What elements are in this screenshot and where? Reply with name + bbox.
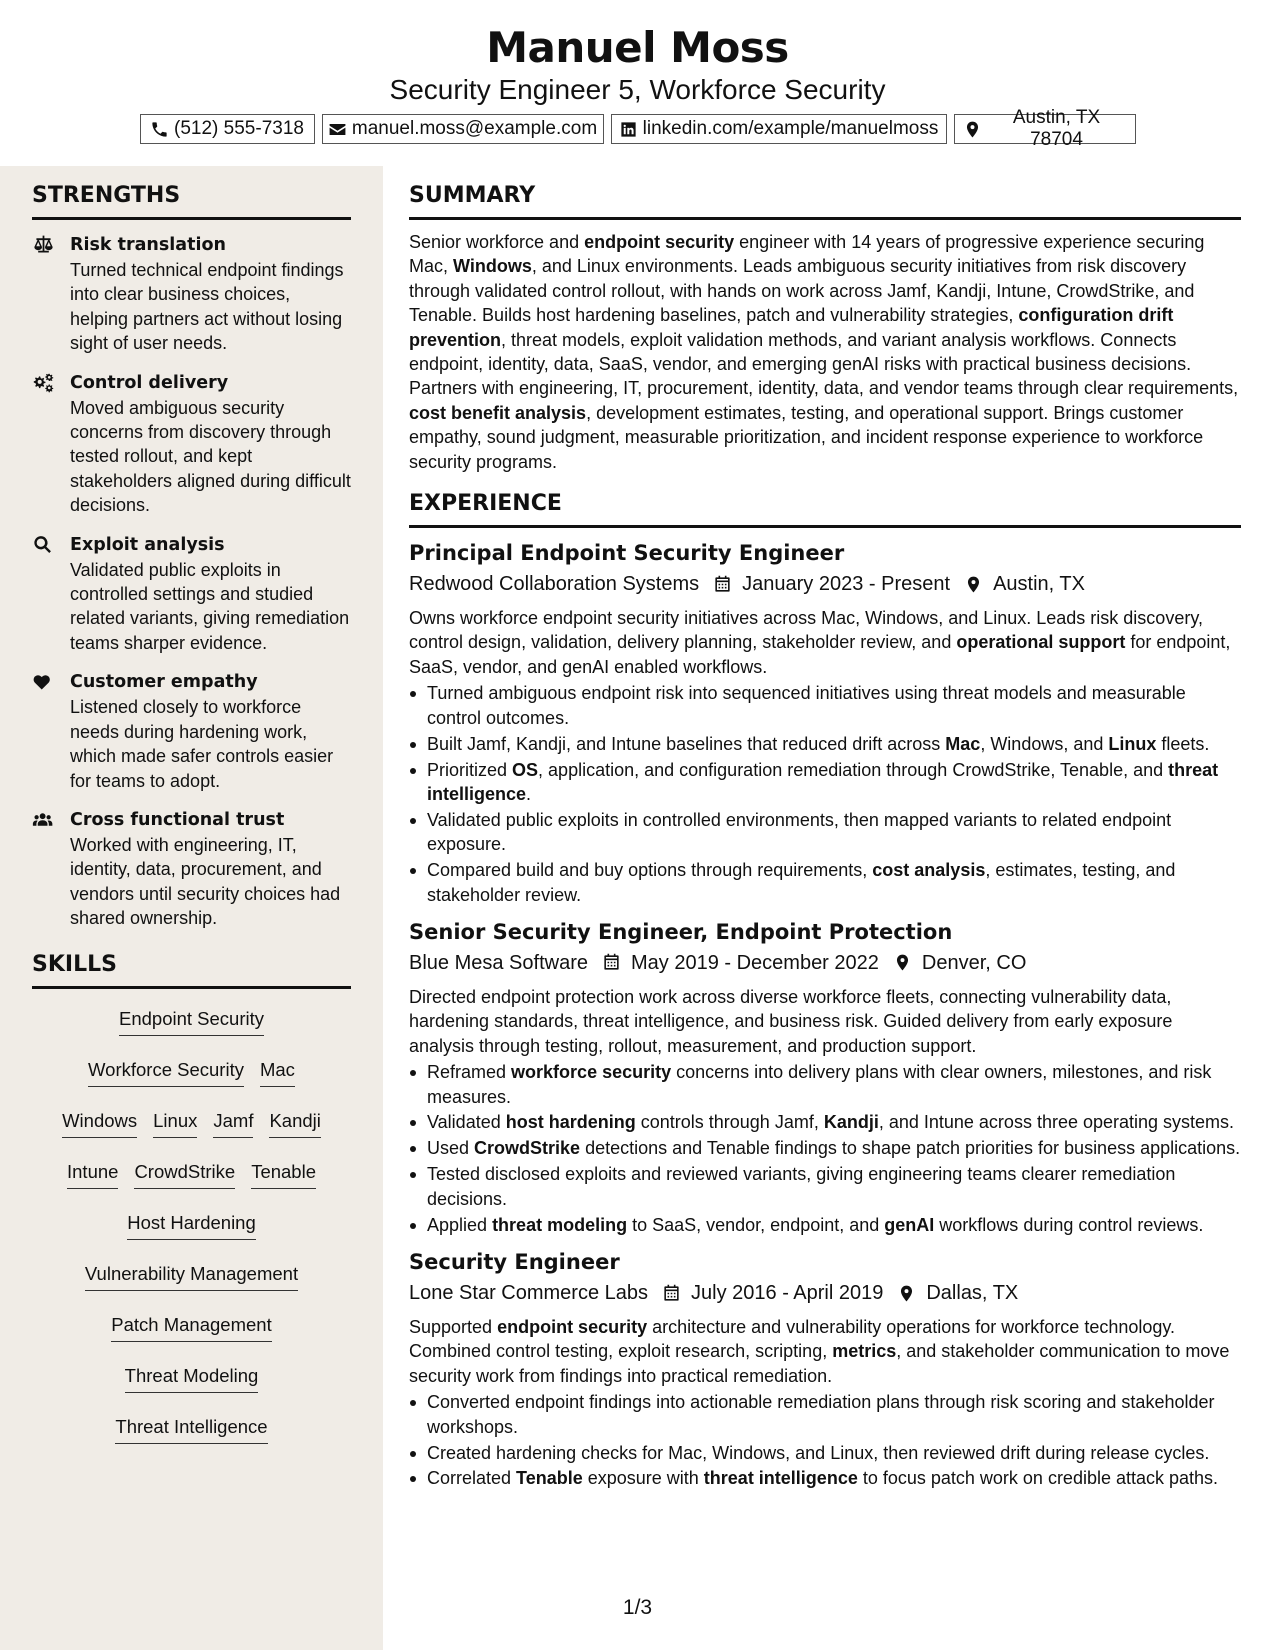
- balance-scale-icon: [32, 234, 55, 255]
- bullet-item: [409, 1162, 1241, 1211]
- job-location: Denver, CO: [921, 951, 1027, 974]
- bold-keyword: endpoint security: [584, 232, 735, 252]
- job-location: Austin, TX: [993, 573, 1085, 596]
- text-run: Applied: [427, 1214, 493, 1235]
- text-run: Used: [427, 1138, 475, 1159]
- job-dates: May 2019 - December 2022: [630, 951, 879, 974]
- location-text: Austin, TX 78704: [1012, 107, 1101, 150]
- phone-icon: [150, 120, 169, 139]
- job-entry: [409, 1247, 1241, 1491]
- magnifier-icon: [32, 534, 55, 555]
- location-pin-icon: [893, 953, 912, 972]
- job-role: Security Engineer: [409, 1250, 620, 1274]
- resume-header: [0, 0, 1275, 166]
- bullet-item: [409, 1390, 1241, 1439]
- job-meta: [409, 1278, 1241, 1308]
- job-meta: [409, 569, 1241, 599]
- text-run: Tested disclosed exploits and reviewed variants, giving engineering teams clearer remediation decisions.: [427, 1164, 1176, 1209]
- summary-heading: SUMMARY: [409, 182, 1241, 220]
- skill-tag: Jamf: [213, 1109, 253, 1138]
- skill-tag: Workforce Security: [88, 1058, 244, 1087]
- skill-tag: Vulnerability Management: [85, 1262, 298, 1291]
- skill-tag: Kandji: [269, 1109, 320, 1138]
- calendar-icon: [662, 1284, 681, 1303]
- text-run: .: [526, 783, 532, 804]
- bold-keyword: OS: [512, 759, 539, 780]
- strength-desc: Turned technical endpoint findings into clear business choices, helping partners act without losing sight of user needs.: [70, 260, 344, 354]
- strength-desc: Worked with engineering, IT, identity, data, procurement, and vendors until security choices had shared ownership.: [70, 834, 341, 929]
- calendar-icon: [602, 953, 621, 972]
- bold-keyword: configuration drift prevention: [409, 305, 1174, 350]
- bold-keyword: operational support: [956, 632, 1126, 653]
- bullet-item: [409, 1441, 1241, 1465]
- text-run: Validated: [427, 1112, 506, 1133]
- strength-title: Cross functional trust: [70, 809, 285, 830]
- email-text: manuel.moss@example.com: [351, 118, 598, 139]
- text-run: engineer with 14 years of progressive experience securing Mac,: [409, 232, 1205, 277]
- job-meta: [409, 948, 1241, 978]
- text-run: Compared build and buy options through requirements,: [427, 860, 873, 881]
- bold-keyword: metrics: [832, 1341, 897, 1362]
- job-description: [409, 606, 1241, 679]
- text-run: controls through Jamf,: [635, 1112, 824, 1133]
- text-run: , Windows, and: [980, 733, 1109, 754]
- bullet-item: [409, 1466, 1241, 1490]
- text-run: exposure with: [582, 1468, 704, 1489]
- text-run: , development estimates, testing, and operational support. Brings customer empathy, sound judgment, measurable prioritization, and incident response experience to workforce security programs.: [409, 402, 1204, 472]
- strength-item: [32, 807, 351, 931]
- location-pin-icon: [964, 575, 983, 594]
- text-run: architecture and vulnerability operations for workforce technology. Combined control testing, exploit research, scripting,: [409, 1317, 1176, 1362]
- bold-keyword: endpoint security: [497, 1317, 648, 1337]
- job-description: [409, 985, 1241, 1058]
- text-run: Converted endpoint findings into actionable remediation plans through risk scoring and stakeholder workshops.: [427, 1392, 1215, 1437]
- location-contact: [954, 107, 1136, 150]
- bold-keyword: cost analysis: [872, 860, 986, 881]
- bold-keyword: threat intelligence: [703, 1468, 858, 1489]
- strength-title: Risk translation: [70, 235, 226, 255]
- bullet-item: [409, 681, 1241, 730]
- strength-desc: Moved ambiguous security concerns from discovery through tested rollout, and kept stakeholders aligned during difficult decisions.: [70, 397, 351, 516]
- text-run: Turned ambiguous endpoint risk into sequenced initiatives using threat models and measurable control outcomes.: [427, 683, 1186, 728]
- text-run: Senior workforce and: [409, 232, 585, 252]
- text-run: Created hardening checks for Mac, Windows, and Linux, then reviewed drift during release cycles.: [427, 1442, 1210, 1463]
- users-icon: [32, 809, 55, 830]
- strength-desc: Listened closely to workforce needs during hardening work, which made safer controls easier for teams to adopt.: [70, 697, 334, 791]
- linkedin-contact[interactable]: [611, 114, 947, 144]
- text-run: concerns into delivery plans with clear owners, milestones, and risk measures.: [427, 1062, 1212, 1107]
- skill-tag: Tenable: [251, 1160, 316, 1189]
- text-run: to SaaS, vendor, endpoint, and: [627, 1214, 885, 1235]
- strength-title: Exploit analysis: [70, 534, 225, 555]
- bold-keyword: genAI: [884, 1214, 935, 1235]
- bold-keyword: threat intelligence: [427, 759, 1219, 804]
- job-bullets: [409, 681, 1241, 907]
- job-company: Redwood Collaboration Systems: [409, 573, 700, 596]
- bold-keyword: cost benefit analysis: [409, 402, 587, 423]
- location-pin-icon: [897, 1284, 916, 1303]
- bold-keyword: workforce security: [511, 1062, 672, 1083]
- text-run: Prioritized: [427, 759, 513, 780]
- text-run: Correlated: [427, 1468, 517, 1489]
- bold-keyword: Windows: [453, 256, 532, 277]
- summary-text: [409, 230, 1241, 474]
- text-run: , and stakeholder communication to move security work from findings into practical remediation.: [409, 1341, 1230, 1386]
- job-entry: [409, 538, 1241, 907]
- strength-item: [32, 232, 351, 356]
- text-run: , and Intune across three operating systems.: [878, 1112, 1235, 1133]
- location-pin-icon: [963, 120, 982, 139]
- strength-title: Control delivery: [70, 372, 229, 393]
- bullet-item: [409, 808, 1241, 857]
- text-run: workflows during control reviews.: [934, 1214, 1204, 1235]
- job-bullets: [409, 1060, 1241, 1237]
- skills-list: [32, 1007, 351, 1444]
- bullet-item: [409, 758, 1241, 807]
- phone-text: (512) 555-7318: [174, 118, 304, 139]
- text-run: , estimates, testing, and stakeholder review.: [427, 860, 1176, 905]
- bullet-item: [409, 1110, 1241, 1134]
- bold-keyword: host hardening: [505, 1112, 636, 1133]
- phone-contact[interactable]: [140, 114, 315, 144]
- text-run: Reframed: [427, 1062, 512, 1083]
- text-run: to focus patch work on credible attack paths.: [857, 1468, 1219, 1489]
- strength-item: [32, 370, 351, 518]
- skill-tag: Intune: [67, 1160, 118, 1189]
- heart-icon: [32, 671, 55, 692]
- bold-keyword: threat modeling: [492, 1214, 628, 1235]
- job-role: Principal Endpoint Security Engineer: [409, 541, 845, 566]
- strengths-heading: STRENGTHS: [32, 182, 351, 220]
- experience-list: [409, 538, 1241, 1491]
- skill-tag: Endpoint Security: [119, 1007, 264, 1036]
- job-dates: July 2016 - April 2019: [691, 1282, 884, 1304]
- text-run: for endpoint, SaaS, vendor, and genAI enabled workflows.: [409, 632, 1231, 677]
- text-run: Built Jamf, Kandji, and Intune baselines that reduced drift across: [427, 733, 946, 754]
- strength-item: [32, 532, 351, 656]
- calendar-icon: [713, 575, 732, 594]
- main-content: [409, 166, 1241, 1492]
- skill-tag: Threat Modeling: [125, 1364, 259, 1393]
- bullet-item: [409, 1213, 1241, 1237]
- sidebar: [0, 166, 383, 1650]
- skill-tag: CrowdStrike: [134, 1160, 235, 1189]
- job-role: Senior Security Engineer, Endpoint Protection: [409, 919, 953, 944]
- envelope-icon: [328, 120, 347, 139]
- text-run: Validated public exploits in controlled environments, then mapped variants to related endpoint exposure.: [427, 809, 1172, 855]
- text-run: , application, and configuration remediation through CrowdStrike, Tenable, and: [538, 759, 1169, 780]
- contact-bar: [0, 107, 1275, 150]
- bold-keyword: Mac: [945, 733, 981, 754]
- skills-heading: SKILLS: [32, 951, 351, 989]
- email-contact[interactable]: [322, 114, 604, 144]
- text-run: Directed endpoint protection work across diverse workforce fleets, connecting vulnerability data, hardening standards, threat intelligence, and business risk. Guided delivery from early exposure analysis through testing, rollout, measurement, and production support.: [409, 986, 1173, 1056]
- job-entry: [409, 917, 1241, 1237]
- skill-tag: Patch Management: [111, 1313, 271, 1342]
- bullet-item: [409, 1060, 1241, 1109]
- bullet-item: [409, 732, 1241, 756]
- job-company: Lone Star Commerce Labs: [409, 1282, 649, 1304]
- job-description: [409, 1315, 1241, 1388]
- bullet-item: [409, 1136, 1241, 1160]
- job-dates: January 2023 - Present: [742, 573, 951, 596]
- text-run: fleets.: [1156, 733, 1210, 754]
- linkedin-icon: [619, 120, 638, 139]
- bold-keyword: CrowdStrike: [474, 1138, 581, 1159]
- strength-desc: Validated public exploits in controlled settings and studied related variants, giving remediation teams sharper evidence.: [70, 559, 350, 653]
- strength-title: Customer empathy: [70, 672, 258, 693]
- bold-keyword: Linux: [1108, 733, 1157, 754]
- skill-tag: Linux: [153, 1109, 197, 1138]
- page-number: 1/3: [622, 1596, 653, 1619]
- skill-tag: Host Hardening: [127, 1211, 256, 1240]
- candidate-title: Security Engineer 5, Workforce Security: [389, 74, 886, 105]
- skill-tag: Mac: [260, 1058, 295, 1087]
- bold-keyword: Kandji: [823, 1112, 879, 1133]
- job-bullets: [409, 1390, 1241, 1491]
- candidate-name: Manuel Moss: [486, 23, 789, 72]
- text-run: Supported: [409, 1317, 498, 1337]
- gears-icon: [32, 372, 55, 393]
- job-company: Blue Mesa Software: [409, 951, 588, 974]
- job-location: Dallas, TX: [926, 1282, 1019, 1304]
- text-run: , threat models, exploit validation methods, and variant analysis workflows. Connects endpoint, identity, data, SaaS, vendor, and emerging genAI risks with practical business decisions. Partners with engineering, IT, procurement, identity, data, and vendor teams through clear requirements,: [409, 329, 1239, 399]
- bold-keyword: Tenable: [516, 1468, 583, 1489]
- text-run: , and Linux environments. Leads ambiguous security initiatives from risk discovery through validated control rollout, with hands on work across Jamf, Kandji, Intune, CrowdStrike, and Tenable. Builds host hardening baselines, patch and vulnerability strategies,: [409, 256, 1195, 326]
- linkedin-text: linkedin.com/example/manuelmoss: [642, 118, 939, 139]
- strength-item: [32, 669, 351, 793]
- text-run: detections and Tenable findings to shape patch priorities for business applications.: [580, 1138, 1241, 1159]
- skill-tag: Windows: [62, 1109, 137, 1138]
- bullet-item: [409, 858, 1241, 907]
- experience-heading: EXPERIENCE: [409, 490, 1241, 528]
- sidebar-content: [32, 182, 351, 1444]
- text-run: Owns workforce endpoint security initiatives across Mac, Windows, and Linux. Leads risk discovery, control design, validation, delivery planning, stakeholder review, and: [409, 608, 1203, 653]
- skill-tag: Threat Intelligence: [115, 1415, 267, 1444]
